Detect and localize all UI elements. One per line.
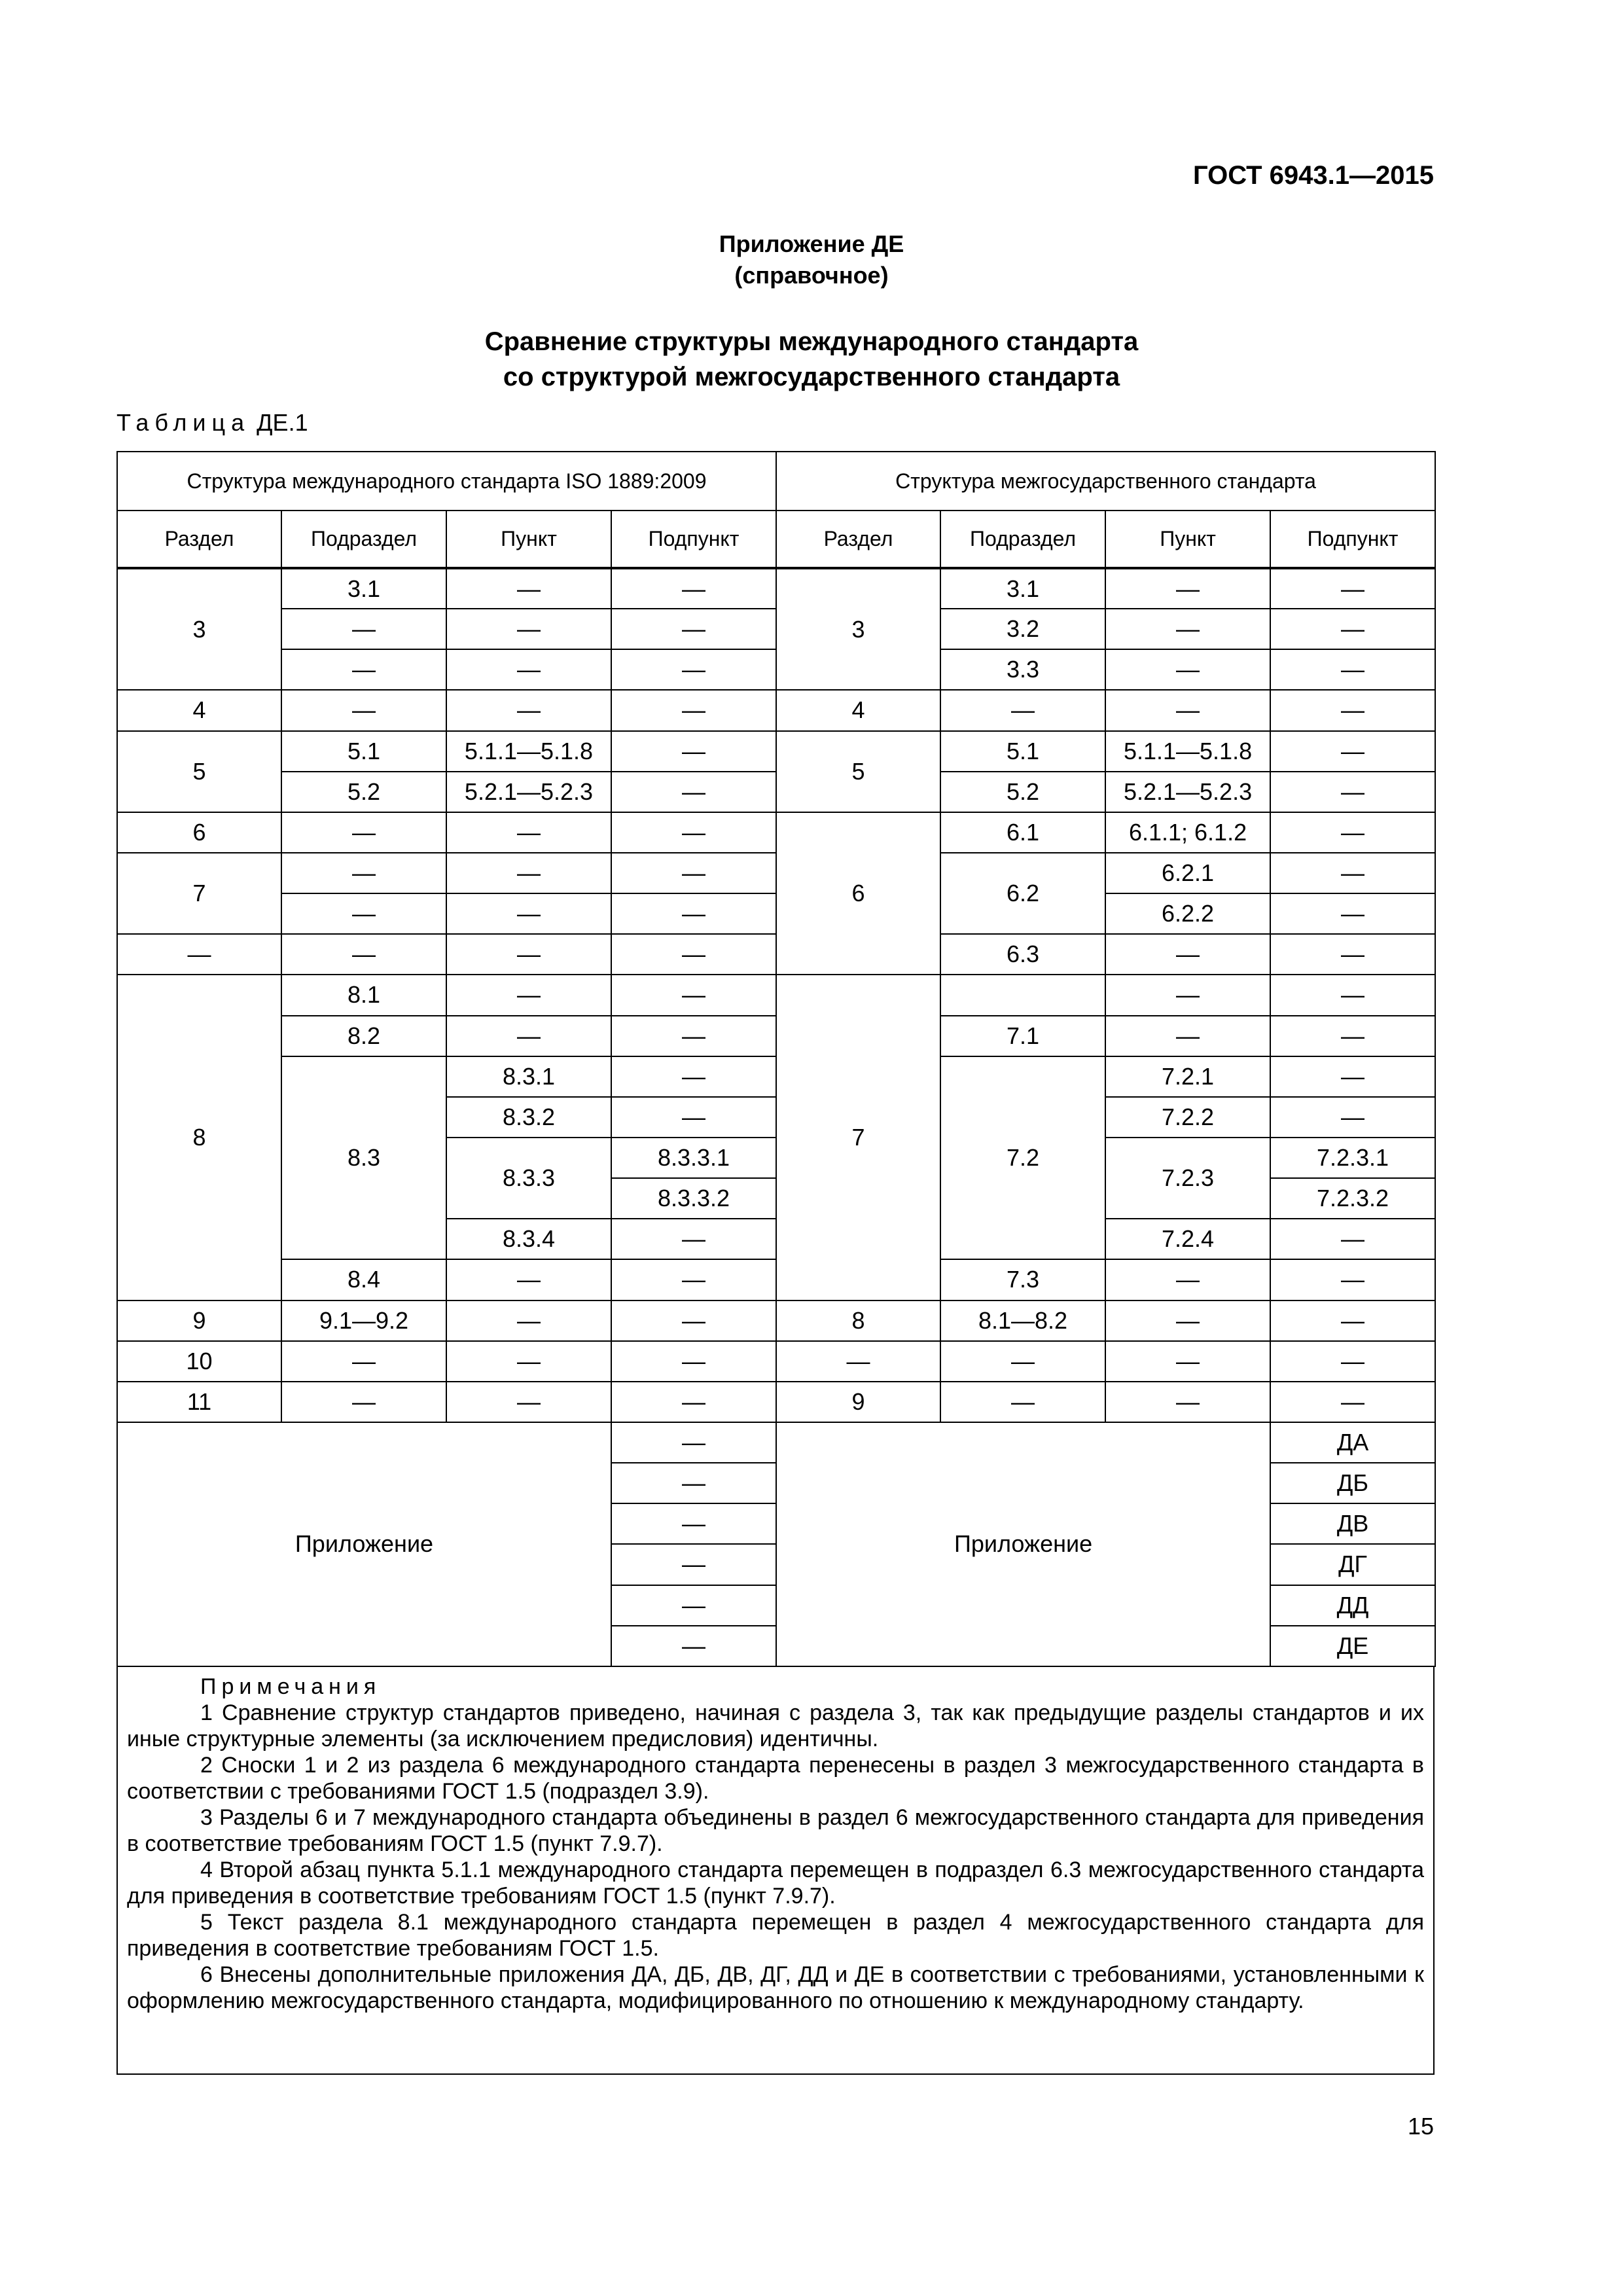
column-header: Подраздел bbox=[281, 511, 446, 568]
table-cell: — bbox=[1105, 609, 1270, 649]
table-row bbox=[117, 649, 1435, 690]
table-cell: — bbox=[1270, 609, 1435, 649]
table-cell: — bbox=[611, 1626, 776, 1666]
table-cell: ДА bbox=[1270, 1422, 1435, 1463]
table-cell: — bbox=[611, 1300, 776, 1341]
table-cell: — bbox=[1270, 934, 1435, 975]
table-row bbox=[117, 1341, 1435, 1382]
table-cell: — bbox=[1270, 649, 1435, 690]
table-cell: ДД bbox=[1270, 1585, 1435, 1626]
table-cell: — bbox=[446, 1382, 611, 1422]
table-row bbox=[117, 609, 1435, 649]
column-header: Пункт bbox=[1105, 511, 1270, 568]
table-cell: — bbox=[1105, 975, 1270, 1015]
table-cell: — bbox=[1270, 1300, 1435, 1341]
table-cell: — bbox=[446, 1016, 611, 1056]
table-cell: — bbox=[281, 853, 446, 893]
table-row bbox=[117, 568, 1435, 609]
table-cell: 3.2 bbox=[940, 609, 1105, 649]
table-cell: 7 bbox=[776, 975, 940, 1300]
table-cell: 7.2 bbox=[940, 1056, 1105, 1260]
table-cell: — bbox=[940, 690, 1105, 730]
table-cell: 8.4 bbox=[281, 1259, 446, 1300]
table-cell: — bbox=[611, 1503, 776, 1544]
table-cell: — bbox=[1270, 1016, 1435, 1056]
table-cell: 3.1 bbox=[940, 568, 1105, 609]
table-cell: 5.2.1—5.2.3 bbox=[1105, 772, 1270, 812]
table-cell: — bbox=[611, 853, 776, 893]
table-cell: — bbox=[1270, 1097, 1435, 1138]
table-cell: — bbox=[611, 1259, 776, 1300]
table-cell: — bbox=[446, 1259, 611, 1300]
column-header: Подпункт bbox=[1270, 511, 1435, 568]
table-cell: — bbox=[117, 934, 281, 975]
table-caption bbox=[116, 409, 308, 437]
table-cell: 9 bbox=[117, 1300, 281, 1341]
table-cell: — bbox=[446, 568, 611, 609]
table-row bbox=[117, 1016, 1435, 1056]
table-cell: — bbox=[446, 934, 611, 975]
table-cell: — bbox=[446, 893, 611, 934]
table-row bbox=[117, 1259, 1435, 1300]
note-item: 2 Сноски 1 и 2 из раздела 6 международного стандарта перенесены в раздел 3 межгосударственного стандарта в соответствии с требованиями ГОСТ 1.5 (подраздел 3.9). bbox=[127, 1753, 1424, 1804]
table-caption-word: Таблица bbox=[116, 409, 251, 436]
table-row bbox=[117, 1056, 1435, 1097]
table-cell: 7.2.2 bbox=[1105, 1097, 1270, 1138]
page-number: 15 bbox=[1407, 2113, 1434, 2140]
table-cell: — bbox=[1105, 568, 1270, 609]
table-cell: ДБ bbox=[1270, 1463, 1435, 1503]
table-cell: — bbox=[1270, 568, 1435, 609]
table-row bbox=[117, 893, 1435, 934]
table-cell: — bbox=[281, 649, 446, 690]
table-cell: 6.1.1; 6.1.2 bbox=[1105, 812, 1270, 853]
table-cell: 5.2 bbox=[940, 772, 1105, 812]
table-cell: — bbox=[1105, 1259, 1270, 1300]
structure-comparison-table bbox=[116, 451, 1436, 1667]
table-cell: — bbox=[611, 812, 776, 853]
table-cell: — bbox=[1105, 934, 1270, 975]
table-cell: — bbox=[446, 690, 611, 730]
table-row bbox=[117, 812, 1435, 853]
table-cell: — bbox=[1270, 853, 1435, 893]
table-cell: — bbox=[776, 1341, 940, 1382]
table-cell: 3 bbox=[117, 568, 281, 690]
table-cell: 6.2.1 bbox=[1105, 853, 1270, 893]
note-item: 5 Текст раздела 8.1 международного стандарта перемещен в раздел 4 межгосударственного стандарта для приведения в соответствие требованиям ГОСТ 1.5. bbox=[127, 1910, 1424, 1961]
table-cell: — bbox=[611, 1097, 776, 1138]
document-code: ГОСТ 6943.1—2015 bbox=[1192, 161, 1434, 190]
table-row bbox=[117, 1382, 1435, 1422]
table-cell: 7.2.1 bbox=[1105, 1056, 1270, 1097]
table-cell: — bbox=[1270, 1341, 1435, 1382]
table-cell: 8.2 bbox=[281, 1016, 446, 1056]
table-cell: 8.3.1 bbox=[446, 1056, 611, 1097]
table-cell: 7.2.3 bbox=[1105, 1138, 1270, 1219]
comparison-heading bbox=[0, 324, 1623, 395]
table-cell: 7 bbox=[117, 853, 281, 934]
table-cell: 7.2.3.1 bbox=[1270, 1138, 1435, 1178]
table-cell: 4 bbox=[776, 690, 940, 730]
table-row bbox=[117, 975, 1435, 1015]
table-cell: 5.1 bbox=[940, 731, 1105, 772]
table-cell: 8.3.2 bbox=[446, 1097, 611, 1138]
table-cell: — bbox=[611, 649, 776, 690]
table-cell: — bbox=[1270, 812, 1435, 853]
table-row bbox=[117, 853, 1435, 893]
table-cell: 9.1—9.2 bbox=[281, 1300, 446, 1341]
table-cell: 7.1 bbox=[940, 1016, 1105, 1056]
table-cell: — bbox=[1270, 975, 1435, 1015]
column-header: Пункт bbox=[446, 511, 611, 568]
table-cell bbox=[940, 975, 1105, 1015]
table-cell: 5.1 bbox=[281, 731, 446, 772]
table-row bbox=[117, 690, 1435, 730]
table-row bbox=[117, 731, 1435, 772]
note-item: 6 Внесены дополнительные приложения ДА, ДБ, ДВ, ДГ, ДД и ДЕ в соответствии с требованиями, установленными к оформлению межгосударственного стандарта, модифицированного по отношению к международному стандарту. bbox=[127, 1962, 1424, 2013]
column-header: Подраздел bbox=[940, 511, 1105, 568]
table-cell: 5.1.1—5.1.8 bbox=[1105, 731, 1270, 772]
table-cell: — bbox=[611, 1341, 776, 1382]
table-cell: — bbox=[281, 690, 446, 730]
annex-title: Приложение ДЕ bbox=[719, 230, 904, 257]
table-cell: 8.3.3 bbox=[446, 1138, 611, 1219]
table-cell: 3 bbox=[776, 568, 940, 690]
table-cell: 8.3.3.1 bbox=[611, 1138, 776, 1178]
table-cell: — bbox=[281, 934, 446, 975]
table-cell: — bbox=[1270, 1382, 1435, 1422]
table-cell: — bbox=[611, 609, 776, 649]
table-cell: 11 bbox=[117, 1382, 281, 1422]
table-cell: — bbox=[611, 1219, 776, 1259]
table-cell: 6.1 bbox=[940, 812, 1105, 853]
column-header: Раздел bbox=[117, 511, 281, 568]
annex-subtitle: (справочное) bbox=[734, 262, 889, 289]
comparison-heading-line1: Сравнение структуры международного стандарта bbox=[484, 327, 1139, 356]
table-cell: — bbox=[1105, 1300, 1270, 1341]
table-cell: 8 bbox=[117, 975, 281, 1300]
notes-block bbox=[116, 1667, 1435, 2075]
column-header: Раздел bbox=[776, 511, 940, 568]
table-cell: — bbox=[611, 690, 776, 730]
table-cell: — bbox=[611, 731, 776, 772]
notes-title: Примечания bbox=[200, 1674, 382, 1699]
group-header-interstate: Структура межгосударственного стандарта bbox=[776, 452, 1435, 511]
table-cell: — bbox=[446, 649, 611, 690]
table-cell: — bbox=[611, 934, 776, 975]
table-cell: ДЕ bbox=[1270, 1626, 1435, 1666]
table-row bbox=[117, 772, 1435, 812]
annex-label-international: Приложение bbox=[117, 1422, 611, 1666]
table-cell: 3.1 bbox=[281, 568, 446, 609]
note-item: 4 Второй абзац пункта 5.1.1 международного стандарта перемещен в подраздел 6.3 межгосударственного стандарта для приведения в соответствие требованиям ГОСТ 1.5 (пункт 7.9.7). bbox=[127, 1857, 1424, 1909]
table-cell: — bbox=[611, 1585, 776, 1626]
table-cell: — bbox=[1270, 731, 1435, 772]
table-cell: — bbox=[446, 853, 611, 893]
table-cell: — bbox=[446, 1341, 611, 1382]
table-cell: 8.3.3.2 bbox=[611, 1178, 776, 1219]
table-cell: 10 bbox=[117, 1341, 281, 1382]
table-cell: 9 bbox=[776, 1382, 940, 1422]
table-cell: — bbox=[281, 1341, 446, 1382]
table-cell: 7.2.3.2 bbox=[1270, 1178, 1435, 1219]
table-cell: 8 bbox=[776, 1300, 940, 1341]
table-cell: 6.2.2 bbox=[1105, 893, 1270, 934]
table-cell: — bbox=[1270, 1056, 1435, 1097]
table-cell: — bbox=[446, 609, 611, 649]
table-cell: — bbox=[1105, 1382, 1270, 1422]
table-cell: — bbox=[446, 1300, 611, 1341]
table-cell: — bbox=[611, 1544, 776, 1585]
table-cell: 8.1—8.2 bbox=[940, 1300, 1105, 1341]
table-cell: — bbox=[1270, 772, 1435, 812]
table-cell: 5 bbox=[117, 731, 281, 812]
table-cell: — bbox=[611, 772, 776, 812]
table-cell: — bbox=[611, 1382, 776, 1422]
table-cell: ДГ bbox=[1270, 1544, 1435, 1585]
table-cell: — bbox=[611, 568, 776, 609]
table-cell: — bbox=[1270, 690, 1435, 730]
table-cell: 8.1 bbox=[281, 975, 446, 1015]
table-cell: 6 bbox=[117, 812, 281, 853]
table-cell: — bbox=[281, 893, 446, 934]
table-cell: — bbox=[1270, 1219, 1435, 1259]
table-cell: 3.3 bbox=[940, 649, 1105, 690]
table-cell: — bbox=[281, 609, 446, 649]
table-cell: 6 bbox=[776, 812, 940, 975]
table-cell: 7.3 bbox=[940, 1259, 1105, 1300]
table-cell: — bbox=[611, 1422, 776, 1463]
table-cell: — bbox=[281, 1382, 446, 1422]
table-row bbox=[117, 934, 1435, 975]
annex-row bbox=[117, 1422, 1435, 1463]
note-item: 3 Разделы 6 и 7 международного стандарта объединены в раздел 6 межгосударственного стандарта для приведения в соответствие требованиям ГОСТ 1.5 (пункт 7.9.7). bbox=[127, 1805, 1424, 1856]
group-header-international: Структура международного стандарта ISO 1889:2009 bbox=[117, 452, 776, 511]
table-cell: — bbox=[940, 1341, 1105, 1382]
table-row bbox=[117, 1300, 1435, 1341]
table-cell: 5.2 bbox=[281, 772, 446, 812]
table-cell: — bbox=[940, 1382, 1105, 1422]
table-cell: 6.3 bbox=[940, 934, 1105, 975]
table-cell: — bbox=[1270, 1259, 1435, 1300]
table-cell: 5.1.1—5.1.8 bbox=[446, 731, 611, 772]
table-cell: — bbox=[446, 975, 611, 1015]
table-cell: — bbox=[281, 812, 446, 853]
table-cell: — bbox=[611, 975, 776, 1015]
table-cell: 5 bbox=[776, 731, 940, 812]
comparison-heading-line2: со структурой межгосударственного стандарта bbox=[503, 363, 1120, 391]
table-cell: 7.2.4 bbox=[1105, 1219, 1270, 1259]
table-cell: — bbox=[1105, 1341, 1270, 1382]
table-cell: — bbox=[1105, 649, 1270, 690]
table-cell: 5.2.1—5.2.3 bbox=[446, 772, 611, 812]
column-header: Подпункт bbox=[611, 511, 776, 568]
table-cell: — bbox=[1270, 893, 1435, 934]
table-cell: — bbox=[611, 893, 776, 934]
table-cell: 6.2 bbox=[940, 853, 1105, 934]
table-cell: — bbox=[611, 1463, 776, 1503]
table-cell: — bbox=[1105, 1016, 1270, 1056]
table-caption-number: ДЕ.1 bbox=[257, 409, 308, 436]
table-cell: 8.3 bbox=[281, 1056, 446, 1260]
table-cell: — bbox=[1105, 690, 1270, 730]
table-cell: 4 bbox=[117, 690, 281, 730]
table-cell: — bbox=[611, 1056, 776, 1097]
note-item: 1 Сравнение структур стандартов приведено, начиная с раздела 3, так как предыдущие разделы стандартов и их иные структурные элементы (за исключением предисловия) идентичны. bbox=[127, 1700, 1424, 1751]
table-cell: — bbox=[446, 812, 611, 853]
annex-label-interstate: Приложение bbox=[776, 1422, 1270, 1666]
table-cell: 8.3.4 bbox=[446, 1219, 611, 1259]
table-cell: — bbox=[611, 1016, 776, 1056]
table-cell: ДВ bbox=[1270, 1503, 1435, 1544]
